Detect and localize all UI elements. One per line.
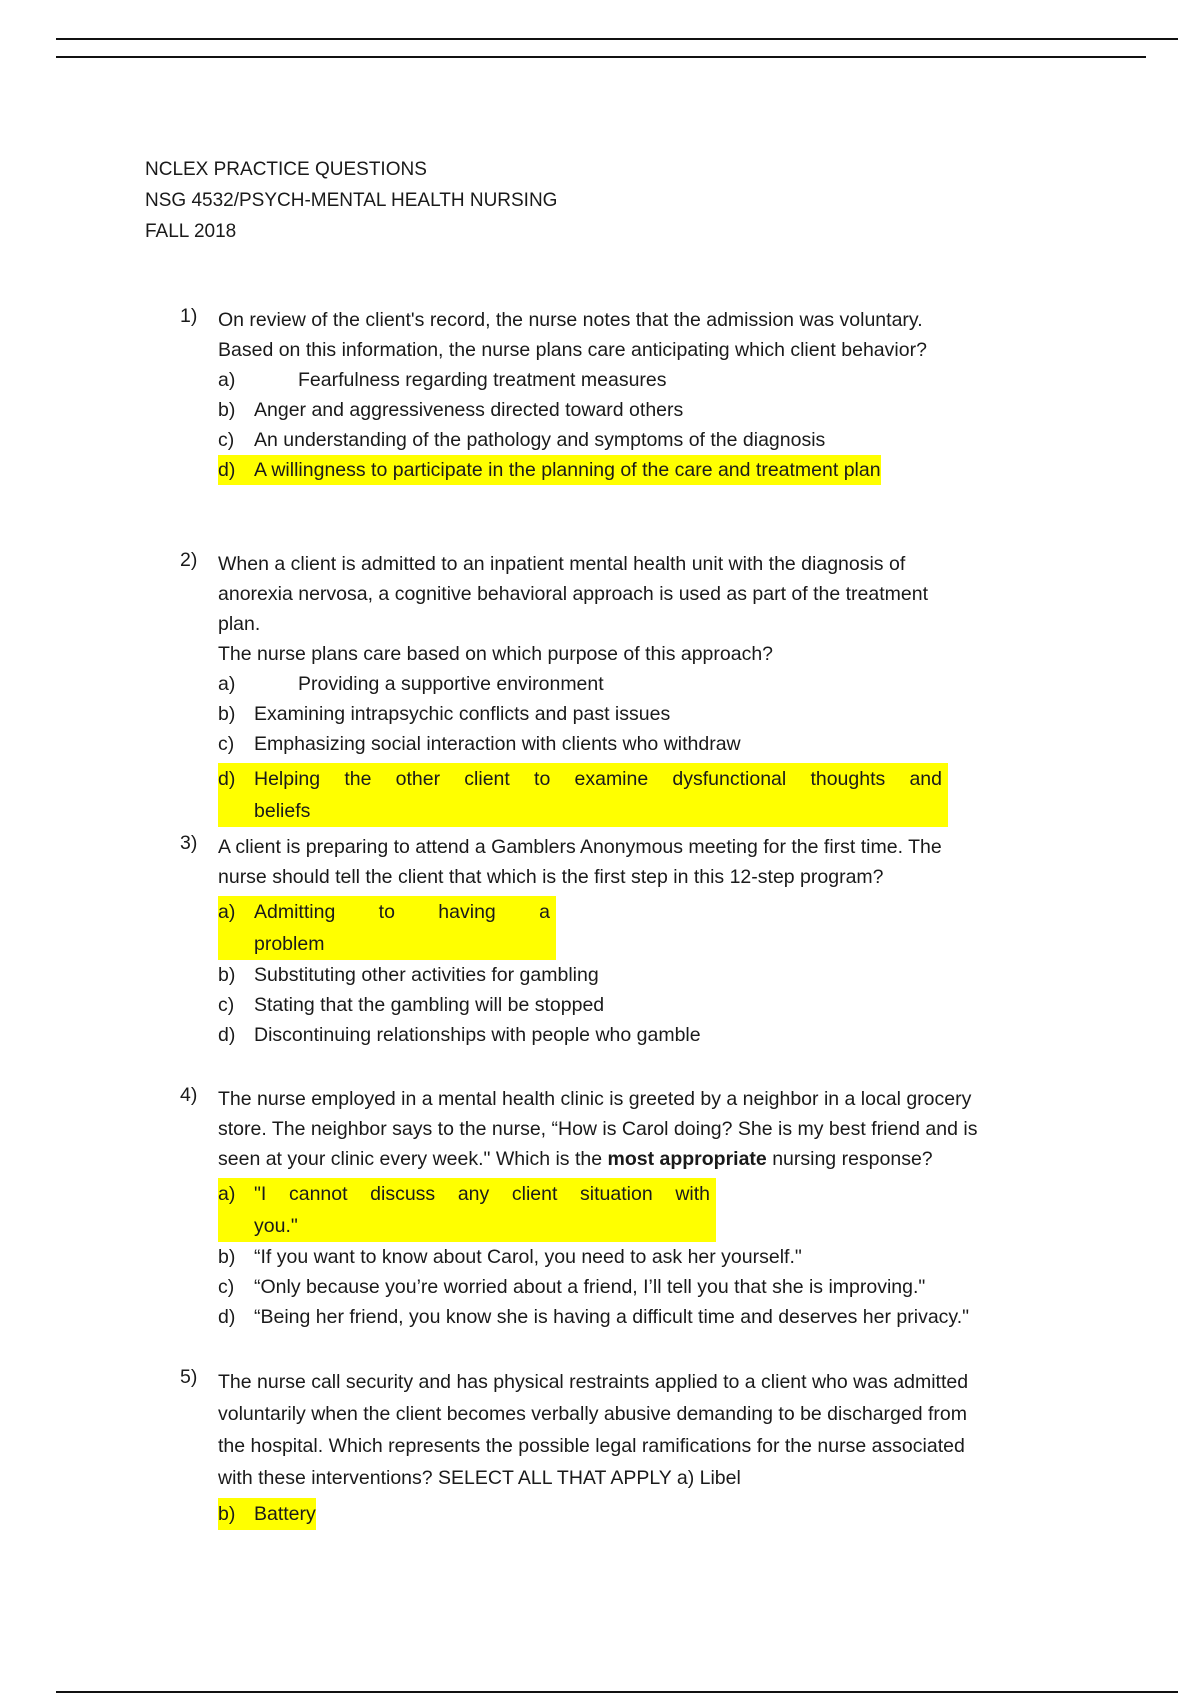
question-number: 2) [180, 549, 198, 571]
question-stem: When a client is admitted to an inpatient mental health unit with the diagnosis of anorexia nervosa, a cognitive behavioral approach is used as part of the treatment plan. The nurse plans care based on which purpose of this approach? [218, 553, 929, 665]
options-list [218, 669, 1080, 827]
option-c: c) Emphasizing social interaction with clients who withdraw [218, 733, 741, 755]
bottom-rule [56, 1691, 1178, 1693]
question-stem: On review of the client's record, the nurse notes that the admission was voluntary. Based on this information, the nurse plans care anticipating which client behavior? [218, 309, 927, 361]
question-stem: A client is preparing to attend a Gamblers Anonymous meeting for the first time. The nurse should tell the client that which is the first step in this 12-step program? [218, 836, 942, 888]
option-d-correct [218, 455, 1080, 485]
question-number: 4) [180, 1084, 198, 1106]
option-a: a) Fearfulness regarding treatment measures [218, 369, 667, 391]
options-list [218, 1498, 1080, 1530]
question-number: 5) [180, 1366, 198, 1388]
option-a-correct: a) "I cannot discuss any client situation with you." [218, 1178, 716, 1242]
question-5 [180, 1366, 1080, 1530]
option-a: a) Providing a supportive environment [218, 673, 604, 695]
question-number: 3) [180, 832, 198, 854]
option-d-correct: d) Helping the other client to examine dysfunctional thoughts and beliefs [218, 763, 948, 827]
question-1 [180, 305, 1080, 485]
question-4 [180, 1084, 1080, 1332]
options-list [218, 365, 1080, 485]
document-header [145, 154, 557, 247]
option-b: b) Substituting other activities for gambling [218, 964, 599, 986]
option-b: b) “If you want to know about Carol, you need to ask her yourself." [218, 1246, 802, 1268]
option-c: c) “Only because you’re worried about a friend, I’ll tell you that she is improving." [218, 1276, 926, 1298]
answer-highlight: d) A willingness to participate in the planning of the care and treatment plan [218, 455, 881, 485]
option-b: b) Examining intrapsychic conflicts and past issues [218, 703, 671, 725]
question-stem: The nurse call security and has physical restraints applied to a client who was admitted voluntarily when the client becomes verbally abusive demanding to be discharged from the hospital. Which represents the possible legal ramifications for the nurse associated with these interventions? SELECT ALL THAT APPLY a) Libel [218, 1371, 969, 1489]
option-c: c) An understanding of the pathology and symptoms of the diagnosis [218, 429, 826, 451]
top-rule [56, 38, 1178, 40]
header-title: NCLEX PRACTICE QUESTIONS [145, 159, 427, 180]
option-b-correct [218, 1498, 1080, 1530]
question-2 [180, 549, 1080, 827]
option-d: d) “Being her friend, you know she is having a difficult time and deserves her privacy." [218, 1306, 970, 1328]
options-list [218, 1178, 1080, 1332]
question-3 [180, 832, 1080, 1050]
options-list [218, 896, 1080, 1050]
option-b: b) Anger and aggressiveness directed toward others [218, 399, 684, 421]
option-c: c) Stating that the gambling will be stopped [218, 994, 605, 1016]
option-d: d) Discontinuing relationships with people who gamble [218, 1024, 701, 1046]
question-number: 1) [180, 305, 198, 327]
answer-highlight: b) Battery [218, 1498, 316, 1530]
question-stem: The nurse employed in a mental health clinic is greeted by a neighbor in a local grocery store. The neighbor says to the nurse, “How is Carol doing? She is my best friend and is seen at your clinic every week." Which is the most appropriate nursing response? [218, 1088, 978, 1170]
header-term: FALL 2018 [145, 221, 237, 242]
top-rule-secondary [56, 56, 1146, 58]
option-a-correct: a) Admitting to having a problem [218, 896, 556, 960]
header-course: NSG 4532/PSYCH-MENTAL HEALTH NURSING [145, 190, 558, 211]
